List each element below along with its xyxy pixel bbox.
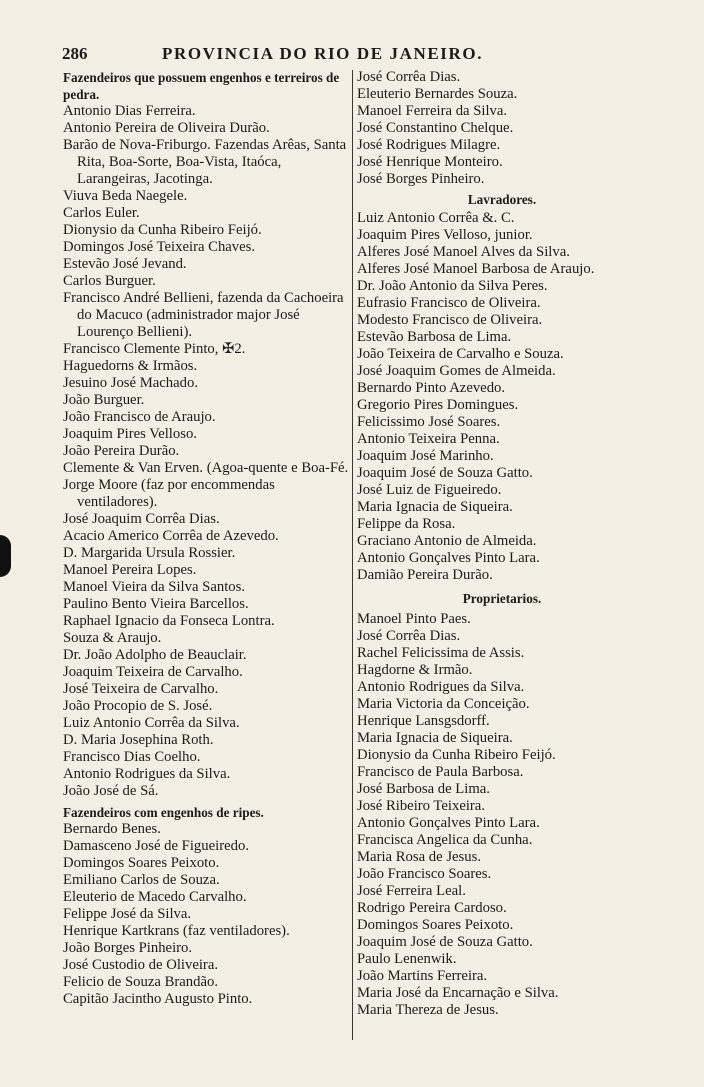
list-item: João Procopio de S. José. [63,698,213,714]
list-item: Felicissimo José Soares. [357,414,501,430]
list-item: Eufrasio Francisco de Oliveira. [357,295,541,311]
list-item: Acacio Americo Corrêa de Azevedo. [63,528,279,544]
list-item: Emiliano Carlos de Souza. [63,872,220,888]
list-item: Joaquim Pires Velloso, junior. [357,227,533,243]
list-item: Eleuterio de Macedo Carvalho. [63,889,247,905]
list-item: Graciano Antonio de Almeida. [357,533,537,549]
list-item: Henrique Lansgsdorff. [357,713,490,729]
list-item: José Joaquim Gomes de Almeida. [357,363,556,379]
list-item: Manoel Pinto Paes. [357,611,471,627]
list-item: Domingos Soares Peixoto. [357,917,514,933]
list-item: Maria José da Encarnação e Silva. [357,985,559,1001]
list-item: Antonio Gonçalves Pinto Lara. [357,550,540,566]
list-item: Damasceno José de Figueiredo. [63,838,249,854]
list-item: Carlos Burguer. [63,273,156,289]
list-item: João Francisco de Araujo. [63,409,216,425]
section-heading-lavradores: Lavradores. [467,192,537,207]
list-item: Domingos José Teixeira Chaves. [63,239,256,255]
list-item: Manoel Pereira Lopes. [63,562,197,578]
list-item: José Henrique Monteiro. [357,154,503,170]
list-item: Dr. João Antonio da Silva Peres. [357,278,548,294]
list-item: Paulo Lenenwik. [357,951,457,967]
list-item: Raphael Ignacio da Fonseca Lontra. [63,613,275,629]
list-item: José Ferreira Leal. [357,883,466,899]
list-item: Francisco Clemente Pinto, ✠2. [63,341,246,357]
list-item: Felippe da Rosa. [357,516,456,532]
list-item: Joaquim Teixeira de Carvalho. [63,664,243,680]
list-item: Francisco André Bellieni, fazenda da Cachoeira do Macuco (administrador major José Lourenço Bellieni). [63,290,344,340]
column-divider [352,70,353,1040]
list-item: Antonio Rodrigues da Silva. [357,679,525,695]
list-item: Haguedorns & Irmãos. [63,358,198,374]
list-item: Joaquim José de Souza Gatto. [357,465,533,481]
page-header [62,44,642,68]
list-item: Maria Rosa de Jesus. [357,849,482,865]
list-item: Capitão Jacintho Augusto Pinto. [63,991,253,1007]
list-item: Maria Ignacia de Siqueira. [357,730,513,746]
list-item: Domingos Soares Peixoto. [63,855,220,871]
list-item: Francisco de Paula Barbosa. [357,764,524,780]
list-item: Gregorio Pires Domingues. [357,397,519,413]
entry-list-continued [357,69,647,188]
list-item: Jorge Moore (faz por encommendas ventiladores). [63,477,275,510]
list-item: Bernardo Benes. [63,821,161,837]
list-item: Dionysio da Cunha Ribeiro Feijó. [357,747,556,763]
page-number: 286 [62,44,88,63]
list-item: Luiz Antonio Corrêa da Silva. [63,715,240,731]
list-item: Antonio Dias Ferreira. [63,103,196,119]
list-item: Bernardo Pinto Azevedo. [357,380,506,396]
list-item: Joaquim Pires Velloso. [63,426,197,442]
list-item: Rachel Felicissima de Assis. [357,645,525,661]
list-item: Henrique Kartkrans (faz ventiladores). [63,923,290,939]
right-column [357,69,647,1019]
list-item: Carlos Euler. [63,205,140,221]
entry-list-proprietarios [357,611,647,1019]
list-item: Francisca Angelica da Cunha. [357,832,533,848]
list-item: Jesuino José Machado. [63,375,199,391]
list-item: João Burguer. [63,392,145,408]
list-item: João Martins Ferreira. [357,968,488,984]
entry-list-lavradores [357,210,647,584]
list-item: Joaquim José de Souza Gatto. [357,934,533,950]
list-item: Francisco Dias Coelho. [63,749,201,765]
list-item: José Joaquim Corrêa Dias. [63,511,220,527]
list-item: Maria Thereza de Jesus. [357,1002,499,1018]
list-item: Clemente & Van Erven. (Agoa-quente e Boa-Fé. [63,460,349,476]
binding-mark [0,535,11,577]
list-item: José Barbosa de Lima. [357,781,490,797]
section-heading-engenhos-pedra: Fazendeiros que possuem engenhos e terreiros de pedra. [63,70,340,102]
list-item: Manoel Ferreira da Silva. [357,103,508,119]
list-item: José Borges Pinheiro. [357,171,485,187]
list-item: José Corrêa Dias. [357,69,461,85]
list-item: José Ribeiro Teixeira. [357,798,485,814]
list-item: Souza & Araujo. [63,630,162,646]
list-item: José Constantino Chelque. [357,120,514,136]
list-item: José Corrêa Dias. [357,628,461,644]
list-item: Alferes José Manoel Barbosa de Araujo. [357,261,595,277]
list-item: João José de Sá. [63,783,159,799]
list-item: Dionysio da Cunha Ribeiro Feijó. [63,222,262,238]
list-item: Damião Pereira Durão. [357,567,493,583]
list-item: Antonio Pereira de Oliveira Durão. [63,120,270,136]
list-item: Rodrigo Pereira Cardoso. [357,900,507,916]
list-item: Dr. João Adolpho de Beauclair. [63,647,247,663]
list-item: Felicio de Souza Brandão. [63,974,218,990]
running-title: PROVINCIA DO RIO DE JANEIRO. [162,44,484,63]
list-item: Manoel Vieira da Silva Santos. [63,579,246,595]
list-item: Maria Ignacia de Siqueira. [357,499,513,515]
list-item: Hagdorne & Irmão. [357,662,473,678]
list-item: João Pereira Durão. [63,443,180,459]
list-item: José Luiz de Figueiredo. [357,482,502,498]
list-item: José Rodrigues Milagre. [357,137,501,153]
list-item: Antonio Teixeira Penna. [357,431,500,447]
list-item: Estevão Barbosa de Lima. [357,329,512,345]
list-item: Eleuterio Bernardes Souza. [357,86,518,102]
list-item: João Teixeira de Carvalho e Souza. [357,346,564,362]
left-column [63,69,350,1008]
list-item: João Francisco Soares. [357,866,492,882]
list-item: Alferes José Manoel Alves da Silva. [357,244,570,260]
entry-list-engenhos-ripes [63,821,350,1008]
entry-list-engenhos-pedra [63,103,350,800]
list-item: Barão de Nova-Friburgo. Fazendas Arêas, Santa Rita, Boa-Sorte, Boa-Vista, Itaóca, Larangeiras, Jacotinga. [63,137,347,187]
list-item: Antonio Gonçalves Pinto Lara. [357,815,540,831]
list-item: Maria Victoria da Conceição. [357,696,530,712]
list-item: José Teixeira de Carvalho. [63,681,219,697]
list-item: D. Maria Josephina Roth. [63,732,214,748]
list-item: Modesto Francisco de Oliveira. [357,312,543,328]
list-item: Luiz Antonio Corrêa &. C. [357,210,515,226]
list-item: D. Margarida Ursula Rossier. [63,545,236,561]
list-item: João Borges Pinheiro. [63,940,193,956]
section-heading-engenhos-ripes: Fazendeiros com engenhos de ripes. [63,805,264,820]
list-item: Paulino Bento Vieira Barcellos. [63,596,249,612]
section-heading-proprietarios: Proprietarios. [462,591,542,606]
list-item: Antonio Rodrigues da Silva. [63,766,231,782]
list-item: Viuva Beda Naegele. [63,188,188,204]
list-item: Joaquim José Marinho. [357,448,494,464]
list-item: José Custodio de Oliveira. [63,957,219,973]
list-item: Estevão José Jevand. [63,256,187,272]
list-item: Felippe José da Silva. [63,906,192,922]
